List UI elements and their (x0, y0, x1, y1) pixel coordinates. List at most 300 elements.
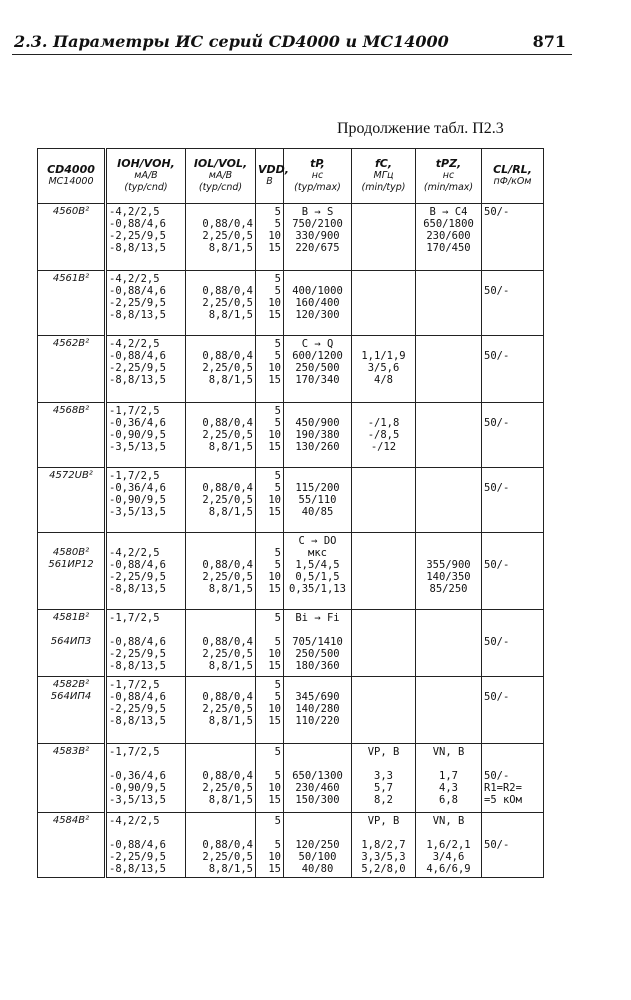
cell-line: -8,8/13,5 (109, 309, 166, 321)
cell-line: -0,90/9,5 (109, 782, 166, 794)
cell-type (38, 813, 106, 878)
cell-tpz (416, 204, 482, 271)
cell-line: 4581B² (52, 612, 90, 623)
cell-line: 5 (274, 405, 281, 417)
cell-line (286, 273, 349, 285)
cell-line (484, 827, 541, 839)
cell-line (286, 624, 349, 636)
cell-line: -0,36/4,6 (109, 417, 166, 429)
header-unit: пФ/кОм (493, 176, 532, 187)
cell-line: -2,25/9,5 (109, 362, 166, 374)
cell-cl (482, 271, 544, 336)
cell-line: -8,8/13,5 (109, 715, 166, 727)
cell-line: 15 (268, 506, 281, 518)
cell-vdd (256, 533, 284, 610)
cell-line (418, 679, 479, 691)
cell-line: -0,88/4,6 (109, 559, 166, 571)
cell-line: 150/300 (295, 794, 340, 806)
cell-line: 5 (274, 746, 281, 758)
cell-line: 230/460 (295, 782, 340, 794)
cell-line: 4583B² (52, 746, 90, 757)
cell-ioh (106, 610, 186, 677)
cell-line (354, 494, 413, 506)
cell-line (418, 362, 479, 374)
cell-iol (186, 336, 256, 403)
cell-line: 0,88/0,4 (202, 636, 253, 648)
cell-ioh (106, 271, 186, 336)
cell-line (109, 827, 183, 839)
cell-line: B → S (301, 206, 334, 218)
table-body (38, 204, 544, 878)
cell-line: =5 кОм (484, 794, 522, 806)
table-row (38, 468, 544, 533)
cell-line: 5 (274, 273, 281, 285)
cell-line: 50/- (484, 482, 510, 494)
cell-line (418, 470, 479, 482)
cell-line: 170/340 (295, 374, 340, 386)
cell-fc (352, 204, 416, 271)
cell-line: -1,7/2,5 (109, 679, 160, 691)
cell-line: -8,8/13,5 (109, 242, 166, 254)
cell-fc (352, 677, 416, 744)
cell-line: 50/- (484, 559, 510, 571)
cell-line: -2,25/9,5 (109, 648, 166, 660)
cell-line: -1,7/2,5 (109, 470, 160, 482)
cell-line (418, 297, 479, 309)
cell-fc (352, 744, 416, 813)
cell-line: 5,7 (374, 782, 393, 794)
header-symbol: IOH/VOH, (117, 157, 175, 170)
cell-line: 15 (268, 863, 281, 875)
cell-line: -/1,8 (367, 417, 400, 429)
cell-type (38, 336, 106, 403)
cell-line: 8,2 (374, 794, 393, 806)
cell-iol (186, 610, 256, 677)
cell-line: 160/400 (295, 297, 340, 309)
cell-iol (186, 813, 256, 878)
cell-line (418, 636, 479, 648)
cell-line: 1,1/1,9 (361, 350, 406, 362)
cell-line (354, 612, 413, 624)
cell-fc (352, 336, 416, 403)
cell-line (354, 273, 413, 285)
cell-line: 110/220 (295, 715, 340, 727)
cell-line (286, 827, 349, 839)
cell-line: 10 (268, 230, 281, 242)
cell-line: 5 (274, 636, 281, 648)
cell-line (418, 494, 479, 506)
cell-line: 10 (268, 851, 281, 863)
cell-type (38, 468, 106, 533)
header-symbol: IOL/VOL, (193, 157, 248, 170)
cell-ioh (106, 336, 186, 403)
cell-tpz (416, 744, 482, 813)
cell-tp (284, 744, 352, 813)
cell-line (188, 338, 253, 350)
cell-ioh (106, 468, 186, 533)
section-title: 2.3. Параметры ИС серий CD4000 и MC14000 (14, 32, 449, 51)
cell-line: -0,88/4,6 (109, 218, 166, 230)
cell-line: 4562B² (52, 338, 90, 349)
cell-line: 220/675 (295, 242, 340, 254)
cell-line (418, 506, 479, 518)
cell-line: 5 (274, 839, 281, 851)
cell-line (188, 405, 253, 417)
cell-line: -4,2/2,5 (109, 815, 160, 827)
cell-line: -1,7/2,5 (109, 405, 160, 417)
cell-tpz (416, 468, 482, 533)
cell-line (418, 338, 479, 350)
cell-line: B → C4 (429, 206, 468, 218)
cell-line: -8,8/13,5 (109, 583, 166, 595)
cell-tpz (416, 533, 482, 610)
cell-line: 355/900 (426, 559, 471, 571)
cell-line: 5 (274, 218, 281, 230)
cell-line (286, 746, 349, 758)
header-tpz (416, 149, 482, 204)
cell-tp (284, 813, 352, 878)
cell-ioh (106, 677, 186, 744)
cell-line: 50/- (484, 350, 510, 362)
page-number: 871 (532, 32, 566, 51)
cell-line (286, 470, 349, 482)
cell-line: 4,3 (439, 782, 458, 794)
cell-line: 5 (274, 770, 281, 782)
cell-line: -3,5/13,5 (109, 506, 166, 518)
cell-line: 5 (274, 482, 281, 494)
cell-type (38, 533, 106, 610)
cell-line: 5 (274, 612, 281, 624)
cell-tpz (416, 336, 482, 403)
cell-line (418, 350, 479, 362)
cell-line: 8,8/1,5 (208, 794, 253, 806)
cell-line: 750/2100 (292, 218, 343, 230)
cell-line: 40/85 (301, 506, 334, 518)
cell-vdd (256, 271, 284, 336)
cell-line: 5,2/8,0 (361, 863, 406, 875)
cell-line: 8,8/1,5 (208, 863, 253, 875)
cell-iol (186, 677, 256, 744)
header-unit: МГц (373, 170, 394, 181)
cell-line (354, 691, 413, 703)
cell-fc (352, 610, 416, 677)
cell-line: 15 (268, 309, 281, 321)
header-symbol: tP, (310, 157, 325, 170)
cell-line: 1,6/2,1 (426, 839, 471, 851)
ic-parameters-table (37, 148, 544, 878)
cell-line: 2,25/0,5 (202, 571, 253, 583)
cell-line: 4560B² (52, 206, 90, 217)
header-type (38, 149, 106, 204)
cell-line (484, 273, 541, 285)
cell-line: 8,8/1,5 (208, 583, 253, 595)
cell-vdd (256, 610, 284, 677)
cell-line: 40/80 (301, 863, 334, 875)
cell-line: VN, В (432, 815, 465, 827)
cell-line: -0,36/4,6 (109, 770, 166, 782)
cell-line: 15 (268, 242, 281, 254)
cell-line (418, 624, 479, 636)
cell-line: 705/1410 (292, 636, 343, 648)
cell-line: 8,8/1,5 (208, 660, 253, 672)
cell-iol (186, 403, 256, 468)
cell-line (418, 417, 479, 429)
cell-line: 5 (274, 417, 281, 429)
header-unit: В (266, 176, 273, 187)
cell-line: 0,88/0,4 (202, 839, 253, 851)
cell-line (354, 648, 413, 660)
cell-line: -/8,5 (367, 429, 400, 441)
table-row (38, 677, 544, 744)
table-row (38, 336, 544, 403)
cell-line (484, 547, 541, 559)
cell-line (418, 309, 479, 321)
cell-line: 2,25/0,5 (202, 648, 253, 660)
header-symbol: fC, (374, 157, 393, 170)
table-row (38, 610, 544, 677)
cell-line: -1,7/2,5 (109, 612, 160, 624)
cell-line: 2,25/0,5 (202, 703, 253, 715)
cell-tp (284, 204, 352, 271)
cell-line: 2,25/0,5 (202, 297, 253, 309)
cell-ioh (106, 533, 186, 610)
cell-line: -4,2/2,5 (109, 338, 160, 350)
cell-line (418, 691, 479, 703)
cell-line: 180/360 (295, 660, 340, 672)
cell-line (418, 429, 479, 441)
header-unit: (typ/max) (294, 182, 341, 193)
cell-line (354, 660, 413, 672)
cell-line (354, 242, 413, 254)
cell-line: 5 (274, 338, 281, 350)
cell-line (188, 273, 253, 285)
cell-cl (482, 533, 544, 610)
cell-cl (482, 403, 544, 468)
cell-line (354, 547, 413, 559)
cell-vdd (256, 204, 284, 271)
cell-line (484, 624, 541, 636)
cell-line: 10 (268, 297, 281, 309)
cell-line: 120/300 (295, 309, 340, 321)
header-symbol: CL/RL, (493, 163, 532, 176)
cell-line: 561ИР12 (48, 559, 94, 570)
cell-line (484, 535, 541, 547)
cell-line: 50/- (484, 206, 510, 218)
cell-line: -0,88/4,6 (109, 350, 166, 362)
cell-line (354, 636, 413, 648)
cell-tp (284, 468, 352, 533)
cell-line (188, 746, 253, 758)
cell-line: 8,8/1,5 (208, 374, 253, 386)
cell-line (286, 405, 349, 417)
cell-line: 5 (274, 285, 281, 297)
cell-line (354, 206, 413, 218)
cell-tpz (416, 271, 482, 336)
cell-line: 0,35/1,13 (289, 583, 346, 595)
cell-line: 10 (268, 703, 281, 715)
cell-line (40, 535, 102, 547)
cell-line: 4561B² (52, 273, 90, 284)
cell-tpz (416, 813, 482, 878)
cell-line: -2,25/9,5 (109, 851, 166, 863)
cell-line: -2,25/9,5 (109, 703, 166, 715)
header-unit: нс (442, 170, 455, 181)
cell-iol (186, 744, 256, 813)
cell-line: 10 (268, 362, 281, 374)
header-symbol: VDD, (258, 163, 289, 176)
header-unit: мА/В (134, 170, 158, 181)
cell-line (418, 827, 479, 839)
cell-type (38, 271, 106, 336)
cell-line (418, 612, 479, 624)
cell-line: -0,90/9,5 (109, 494, 166, 506)
cell-line: 140/350 (426, 571, 471, 583)
cell-cl (482, 204, 544, 271)
cell-line: 0,88/0,4 (202, 285, 253, 297)
cell-line (286, 758, 349, 770)
cell-line: -4,2/2,5 (109, 206, 160, 218)
cell-line (286, 815, 349, 827)
cell-tp (284, 403, 352, 468)
cell-line (188, 470, 253, 482)
cell-line (188, 758, 253, 770)
cell-line: -0,88/4,6 (109, 691, 166, 703)
cell-line (484, 758, 541, 770)
cell-line: 0,88/0,4 (202, 350, 253, 362)
cell-line (109, 624, 183, 636)
cell-line: 15 (268, 583, 281, 595)
cell-line: -0,88/4,6 (109, 636, 166, 648)
cell-line (354, 758, 413, 770)
header-unit: (min/typ) (361, 182, 406, 193)
cell-line (418, 285, 479, 297)
cell-line: 600/1200 (292, 350, 343, 362)
cell-line: -2,25/9,5 (109, 230, 166, 242)
cell-line: -8,8/13,5 (109, 660, 166, 672)
cell-line: 55/110 (298, 494, 337, 506)
cell-line: 50/- (484, 417, 510, 429)
cell-cl (482, 610, 544, 677)
cell-line (418, 535, 479, 547)
cell-line: 4568B² (52, 405, 90, 416)
cell-line: 8,8/1,5 (208, 506, 253, 518)
cell-line: -2,25/9,5 (109, 297, 166, 309)
cell-line: Bi → Fi (295, 612, 340, 624)
cell-tp (284, 610, 352, 677)
cell-line: 564ИП4 (50, 691, 92, 702)
cell-line: -8,8/13,5 (109, 863, 166, 875)
cell-line: 15 (268, 715, 281, 727)
header-symbol: tPZ, (435, 157, 462, 170)
cell-tp (284, 677, 352, 744)
cell-line: 250/500 (295, 362, 340, 374)
cell-line: 5 (274, 350, 281, 362)
table-row (38, 813, 544, 878)
cell-line: 50/- (484, 691, 510, 703)
cell-line: 230/600 (426, 230, 471, 242)
cell-line: 115/200 (295, 482, 340, 494)
cell-line: 3,3/5,3 (361, 851, 406, 863)
cell-line (484, 405, 541, 417)
cell-line (354, 571, 413, 583)
cell-line (418, 715, 479, 727)
cell-line (484, 470, 541, 482)
cell-line (258, 624, 281, 636)
cell-line: 2,25/0,5 (202, 362, 253, 374)
cell-line: 0,88/0,4 (202, 559, 253, 571)
cell-line (188, 535, 253, 547)
cell-line (484, 679, 541, 691)
cell-line: VN, В (432, 746, 465, 758)
cell-line: 50/- (484, 285, 510, 297)
cell-line: 170/450 (426, 242, 471, 254)
cell-line (484, 746, 541, 758)
cell-line: 5 (274, 691, 281, 703)
cell-line: 15 (268, 374, 281, 386)
table-row (38, 204, 544, 271)
cell-line (286, 679, 349, 691)
cell-line: -4,2/2,5 (109, 273, 160, 285)
table-row (38, 271, 544, 336)
cell-line: 0,5/1,5 (295, 571, 340, 583)
cell-line: 4/8 (374, 374, 393, 386)
cell-line: 85/250 (429, 583, 468, 595)
cell-ioh (106, 403, 186, 468)
cell-line (418, 660, 479, 672)
cell-fc (352, 271, 416, 336)
cell-line: 5 (274, 470, 281, 482)
cell-line: 345/690 (295, 691, 340, 703)
cell-line (188, 624, 253, 636)
table-row (38, 744, 544, 813)
cell-line: 3/4,6 (432, 851, 465, 863)
cell-line (418, 273, 479, 285)
cell-ioh (106, 204, 186, 271)
cell-line (354, 482, 413, 494)
header-unit: нс (311, 170, 324, 181)
cell-line: 4584B² (52, 815, 90, 826)
cell-vdd (256, 403, 284, 468)
cell-type (38, 610, 106, 677)
cell-line (418, 482, 479, 494)
cell-line: -0,88/4,6 (109, 839, 166, 851)
cell-line: 3,3 (374, 770, 393, 782)
cell-line (188, 679, 253, 691)
cell-type (38, 403, 106, 468)
cell-line: C → Q (301, 338, 334, 350)
cell-line: -0,90/9,5 (109, 429, 166, 441)
cell-line: 15 (268, 660, 281, 672)
table-continuation-caption: Продолжение табл. П2.3 (337, 120, 504, 137)
cell-fc (352, 813, 416, 878)
cell-line (418, 441, 479, 453)
cell-line (354, 703, 413, 715)
cell-line: 4580B² (52, 547, 90, 558)
cell-line (354, 405, 413, 417)
cell-line: -0,88/4,6 (109, 285, 166, 297)
cell-line: 0,88/0,4 (202, 218, 253, 230)
cell-ioh (106, 813, 186, 878)
cell-line: 330/900 (295, 230, 340, 242)
cell-line: 190/380 (295, 429, 340, 441)
cell-vdd (256, 336, 284, 403)
cell-line: 0,88/0,4 (202, 417, 253, 429)
cell-line (354, 338, 413, 350)
cell-line: 10 (268, 429, 281, 441)
cell-line: -3,5/13,5 (109, 441, 166, 453)
header-unit: (min/max) (423, 182, 474, 193)
cell-line: 4,6/6,9 (426, 863, 471, 875)
